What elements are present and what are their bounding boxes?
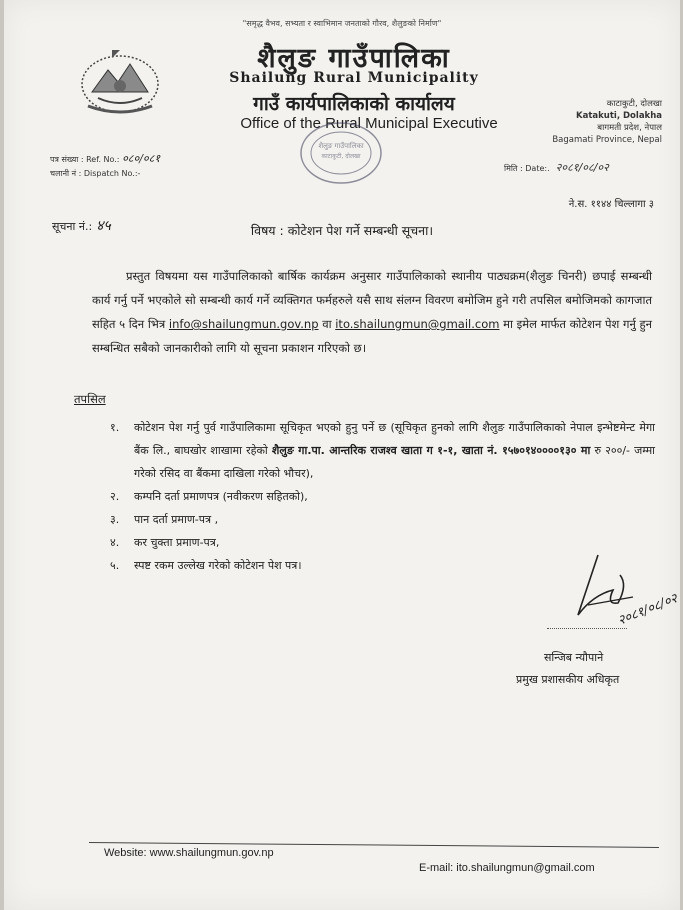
item-number: १.: [110, 421, 120, 434]
email-link-info[interactable]: info@shailungmun.gov.np: [168, 317, 319, 331]
list-item: [110, 508, 655, 531]
date-block: [504, 160, 609, 175]
svg-text:शैलुङ गाउँपालिका: शैलुङ गाउँपालिका: [318, 142, 364, 150]
dispatch-label: चलानी नं : Dispatch No.:-: [50, 169, 141, 178]
subject-line: विषय : कोटेशन पेश गर्ने सम्बन्धी सूचना।: [250, 223, 434, 238]
address-line: बागमती प्रदेश, नेपाल: [597, 123, 662, 133]
body-text: प्रस्तुत विषयमा यस गाउँपालिकाको बार्षिक कार्यक्रम अनुसार गाउँपालिकाको स्थानीय पाठ्यक्रम(शैलुङ चिनरी) छपाई सम्बन्धी कार्य गर्नु पर्ने भएकोले सो सम्बन्धी कार्य गर्ने व्यक्तिगत फर्महरुले यसै साथ संलग्न विवरण बमोजिम हुने गरी तपसिल बमोजिमको कागजात सहित ५ दिन भित्र: [92, 269, 652, 331]
signature-date: २०८१/०८/०२: [615, 591, 680, 629]
email-link-ito[interactable]: ito.shailungmun@gmail.com: [335, 317, 500, 331]
item-text: स्पष्ट रकम उल्लेख गरेको कोटेशन पेश पत्र।: [134, 559, 302, 572]
handwritten-signature: [558, 545, 683, 635]
item-text: कोटेशन पेश गर्नु पुर्व गाउँपालिकामा सूचिकृत भएको हुनु पर्ने छ (सूचिकृत हुनको लागि शैलुङ गाउँपालिकाको नेपाल इन्भेष्टमेन्ट मेगा बैंक लि., बाघखोर शाखामा रहेको: [134, 421, 655, 457]
nepal-sambat-date: ने.स. ११४४ चिल्लागा ३: [568, 199, 654, 210]
item-text: कम्पनि दर्ता प्रमाणपत्र (नवीकरण सहितको),: [134, 490, 308, 503]
ref-number: ०८०/०८१: [122, 152, 161, 165]
date-label: मिति : Date:.: [504, 164, 550, 173]
office-name-nepali: गाउँ कार्यपालिकाको कार्यालय: [253, 93, 455, 115]
item-text: कर चुक्ता प्रमाण-पत्र,: [134, 536, 220, 549]
notice-body: [92, 264, 652, 360]
tapsil-heading: तपसिल: [74, 392, 106, 406]
ref-label: पत्र संख्या : Ref. No.:: [50, 155, 120, 164]
item-text: पान दर्ता प्रमाण-पत्र ,: [134, 513, 219, 526]
list-item: [110, 485, 655, 508]
item-number: २.: [110, 490, 120, 503]
letter-page: [4, 0, 680, 910]
address-block: [552, 98, 662, 146]
date-value: २०८१/०८/०२: [555, 161, 609, 174]
item-number: ४.: [110, 536, 120, 549]
item-number: ५.: [110, 559, 120, 572]
list-item: [110, 416, 655, 485]
office-name-english: Office of the Rural Municipal Executive: [240, 115, 498, 132]
address-line: Katakuti, Dolakha: [576, 111, 662, 121]
office-stamp: [296, 118, 386, 188]
item-number: ३.: [110, 513, 120, 526]
svg-text:काटाकुटी, दोलखा: काटाकुटी, दोलखा: [321, 153, 361, 160]
signatory-title: प्रमुख प्रशासकीय अधिकृत: [516, 673, 620, 686]
municipality-name-nepali: शैलुङ गाउँपालिका: [257, 43, 451, 74]
notice-number-value: ४५: [96, 218, 111, 234]
address-line: काटाकुटी, दोलखा: [606, 99, 662, 109]
reference-block: [50, 152, 160, 181]
body-text: मा इमेल मार्फत कोटेशन पेश गर्नु हुन सम्बन्धित सबैको जानकारीको लागि यो सूचना प्रकाशन गरिएको छ।: [92, 317, 653, 355]
body-text: वा: [322, 317, 332, 331]
notice-number-label: सूचना नं.:: [52, 220, 93, 233]
address-line: Bagamati Province, Nepal: [552, 135, 662, 145]
municipality-name-english: Shailung Rural Municipality: [229, 70, 479, 86]
item-bold-text: शैलुङ गा.पा. आन्तरिक राजश्व खाता ग १-१, खाता नं. १५७०१४००००१३० मा: [271, 444, 591, 457]
footer-website[interactable]: Website: www.shailungmun.gov.np: [104, 847, 274, 859]
signature-line: [547, 628, 627, 629]
motto: "समृद्ध वैभव, सभ्यता र स्वाभिमान जनताको गौरव, शैलुङको निर्माण": [242, 19, 442, 28]
footer-email[interactable]: E-mail: ito.shailungmun@gmail.com: [419, 862, 595, 874]
item-text: रु २००/- जम्मा गरेको रसिद वा बैंकमा दाखिला गरेको भौचर),: [134, 444, 656, 480]
signatory-name: सन्जिब न्यौपाने: [544, 651, 604, 664]
